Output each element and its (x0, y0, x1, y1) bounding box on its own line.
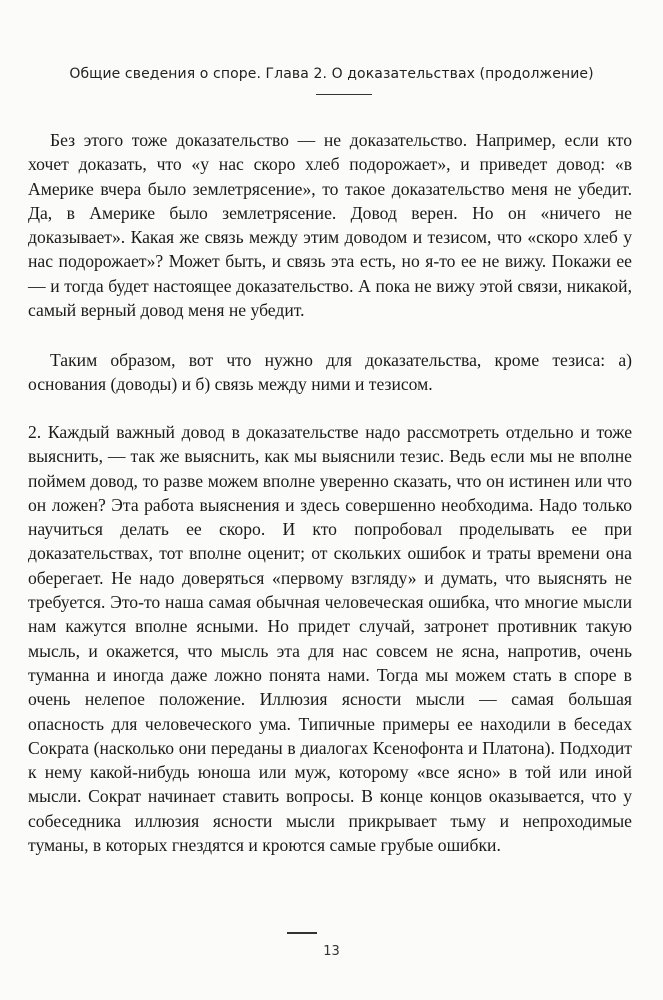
paragraph-text: Таким образом, вот что нужно для доказательства, кроме тезиса: а) основания (доводы) и б) связь между ними и тезисом. (28, 350, 632, 395)
paragraph-text: 2. Каждый важный довод в доказательстве надо рассмотреть отдельно и тоже выяснить, — так же выяснить, как мы выяснили тезис. Ведь если мы не вполне поймем довод, то разве можем вполне уверенно сказать, что он истинен или что он ложен? Эта работа выяснения и здесь совершенно необходима. Надо только научиться делать ее скоро. И кто попробовал проделывать ее при доказательствах, тот вполне оценит; от скольких ошибок и траты времени она оберегает. Не надо доверяться «первому взгляду» и думать, что выяснять не требуется. Это-то наша самая обычная человеческая ошибка, что многие мысли нам кажутся вполне ясными. Но придет случай, затронет противник такую мысль, и окажется, что мысль эта для нас совсем не ясна, напротив, очень туманна и иногда даже ложно понята нами. Тогда мы можем стать в споре в очень нелепое положение. Иллюзия ясности мысли — самая большая опасность для человеческого ума. Типичные примеры ее находили в беседах Сократа (насколько они переданы в диалогах Ксенофонта и Платона). Подходит к нему какой-нибудь юноша или муж, которому «все ясно» в той или иной мысли. Сократ начинает ставить вопросы. В конце концов оказывается, что у собеседника иллюзия ясности мысли прикрывает тьму и непроходимые туманы, в которых гнездятся и кроются самые грубые ошибки. (28, 422, 632, 856)
paragraph-text: Без этого тоже доказательство — не доказательство. Например, если кто хочет доказать, что «у нас скоро хлеб подорожает», и приведет довод: «в Америке вчера было землетрясение», то такое доказательство меня не убедит. Да, в Америке было землетрясение. Довод верен. Но он «ничего не доказывает». Какая же связь между этим доводом и тезисом, что «скоро хлеб у нас подорожает»? Может быть, и связь эта есть, но я-то ее не вижу. Покажи ее — и тогда будет настоящее доказательство. А пока не вижу этой связи, никакой, самый верный довод меня не убедит. (28, 130, 632, 321)
footer-divider (287, 932, 317, 934)
paragraph-point-2 (28, 420, 632, 857)
running-header: Общие сведения о споре. Глава 2. О доказательствах (продолжение) (69, 66, 594, 82)
header-divider (316, 94, 372, 95)
page-number: 13 (323, 944, 340, 959)
paragraph-proof-without-connection (28, 128, 632, 322)
paragraph-summary (28, 348, 632, 397)
